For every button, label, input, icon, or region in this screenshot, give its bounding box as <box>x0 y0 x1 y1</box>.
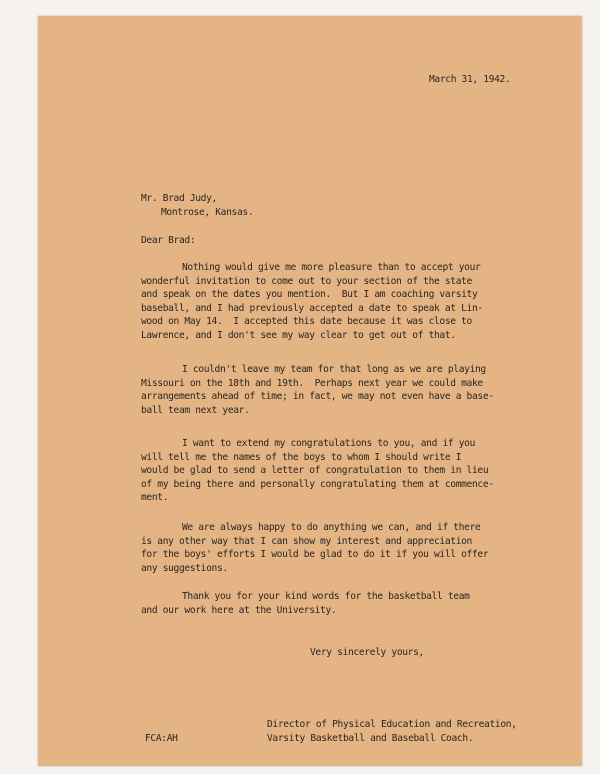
letter-date: March 31, 1942. <box>429 74 511 85</box>
paragraph-line: Thank you for your kind words for the basketball team <box>182 591 470 602</box>
paragraph-3 <box>141 437 494 505</box>
paragraph-line: I couldn't leave my team for that long as we are playing <box>182 364 486 375</box>
signature-title-line-1: Director of Physical Education and Recreation, <box>267 719 517 730</box>
paragraph-line: and speak on the dates you mention. But I am coaching varsity <box>141 289 478 301</box>
paragraph-line: I want to extend my congratulations to you, and if you <box>182 438 476 449</box>
paragraph-line: wood on May 14. I accepted this date because it was close to <box>141 316 472 328</box>
paragraph-line: for the boys' efforts I would be glad to do it if you will offer <box>141 549 489 561</box>
paragraph-line: will tell me the names of the boys to whom I should write I <box>141 451 462 463</box>
paragraph-line: arrangements ahead of time; in fact, we may not even have a base- <box>141 391 494 403</box>
paragraph-line: Lawrence, and I don't see my way clear to get out of that. <box>141 329 456 341</box>
paragraph-line: would be glad to send a letter of congratulation to them in lieu <box>141 465 489 477</box>
paragraph-2 <box>141 363 494 417</box>
paragraph-line: wonderful invitation to come out to your section of the state <box>141 275 472 287</box>
paragraph-line: and our work here at the University. <box>141 604 337 616</box>
letter-page <box>38 16 582 766</box>
typist-initials: FCA:AH <box>145 733 178 744</box>
paragraph-1 <box>141 261 483 343</box>
paragraph-line: ment. <box>141 492 169 504</box>
paragraph-4 <box>141 521 488 575</box>
paragraph-line: is any other way that I can show my interest and appreciation <box>141 535 472 547</box>
paragraph-line: Missouri on the 18th and 19th. Perhaps next year we could make <box>141 377 483 389</box>
signature-title-line-2: Varsity Basketball and Baseball Coach. <box>267 733 474 744</box>
paragraph-line: any suggestions. <box>141 562 228 574</box>
paragraph-line: baseball, and I had previously accepted a date to speak at Lin- <box>141 302 483 314</box>
salutation: Dear Brad: <box>141 235 196 246</box>
recipient-name: Mr. Brad Judy, <box>141 193 217 204</box>
closing: Very sincerely yours, <box>310 647 424 658</box>
paragraph-line: of my being there and personally congratulating them at commence- <box>141 478 494 490</box>
paragraph-line: We are always happy to do anything we can, and if there <box>182 522 481 533</box>
paragraph-5 <box>141 590 470 617</box>
paragraph-line: Nothing would give me more pleasure than to accept your <box>182 262 481 273</box>
paragraph-line: ball team next year. <box>141 404 250 416</box>
recipient-location: Montrose, Kansas. <box>161 207 254 218</box>
